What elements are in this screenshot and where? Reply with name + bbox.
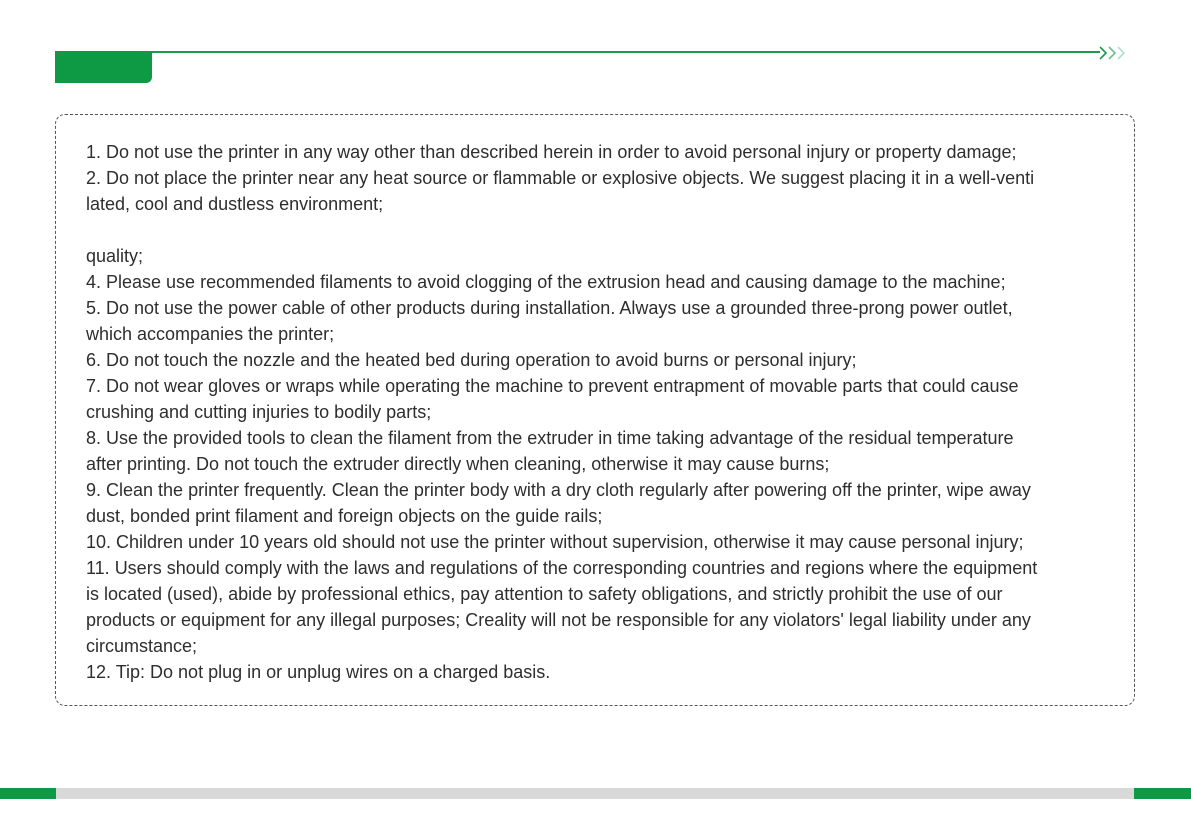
footer-accent-left (0, 788, 56, 799)
chevron-triple-right-icon (1098, 40, 1134, 66)
instruction-item-12: 12. Tip: Do not plug in or unplug wires on a charged basis. (86, 662, 551, 682)
instruction-item-11: 11. Users should comply with the laws and regulations of the corresponding countries and regions where the equipment is located (used), abide by professional ethics, pay attention to safety obligations, and strictly prohibit the use of our products or equipment for any illegal purposes; Creality will not be responsible for any violators' legal liability under any circumstance; (86, 558, 1038, 656)
footer-bar (0, 788, 1191, 799)
instruction-item-8: 8. Use the provided tools to clean the filament from the extruder in time taking advantage of the residual temperature after printing. Do not touch the extruder directly when cleaning, otherwise it may cause burns; (86, 428, 1014, 474)
instruction-item-1: 1. Do not use the printer in any way other than described herein in order to avoid personal injury or property damage; (86, 142, 1017, 162)
instruction-item-5: 5. Do not use the power cable of other products during installation. Always use a grounded three-prong power outlet, which accompanies the printer; (86, 298, 1013, 344)
instruction-item-9: 9. Clean the printer frequently. Clean the printer body with a dry cloth regularly after powering off the printer, wipe away dust, bonded print filament and foreign objects on the guide rails; (86, 480, 1031, 526)
header-tab (55, 51, 152, 83)
blank-line (86, 217, 1116, 243)
footer-accent-right (1134, 788, 1191, 799)
header-rule (55, 51, 1100, 53)
instruction-item-3-fragment: quality; (86, 246, 144, 266)
safety-instructions-list (86, 139, 1116, 685)
instruction-item-10: 10. Children under 10 years old should not use the printer without supervision, otherwise it may cause personal injury; (86, 532, 1024, 552)
instruction-item-2: 2. Do not place the printer near any heat source or flammable or explosive objects. We suggest placing it in a well-venti lated, cool and dustless environment; (86, 168, 1035, 214)
instruction-item-6: 6. Do not touch the nozzle and the heated bed during operation to avoid burns or personal injury; (86, 350, 857, 370)
instruction-item-4: 4. Please use recommended filaments to avoid clogging of the extrusion head and causing damage to the machine; (86, 272, 1006, 292)
instruction-item-7: 7. Do not wear gloves or wraps while operating the machine to prevent entrapment of movable parts that could cause crushing and cutting injuries to bodily parts; (86, 376, 1019, 422)
